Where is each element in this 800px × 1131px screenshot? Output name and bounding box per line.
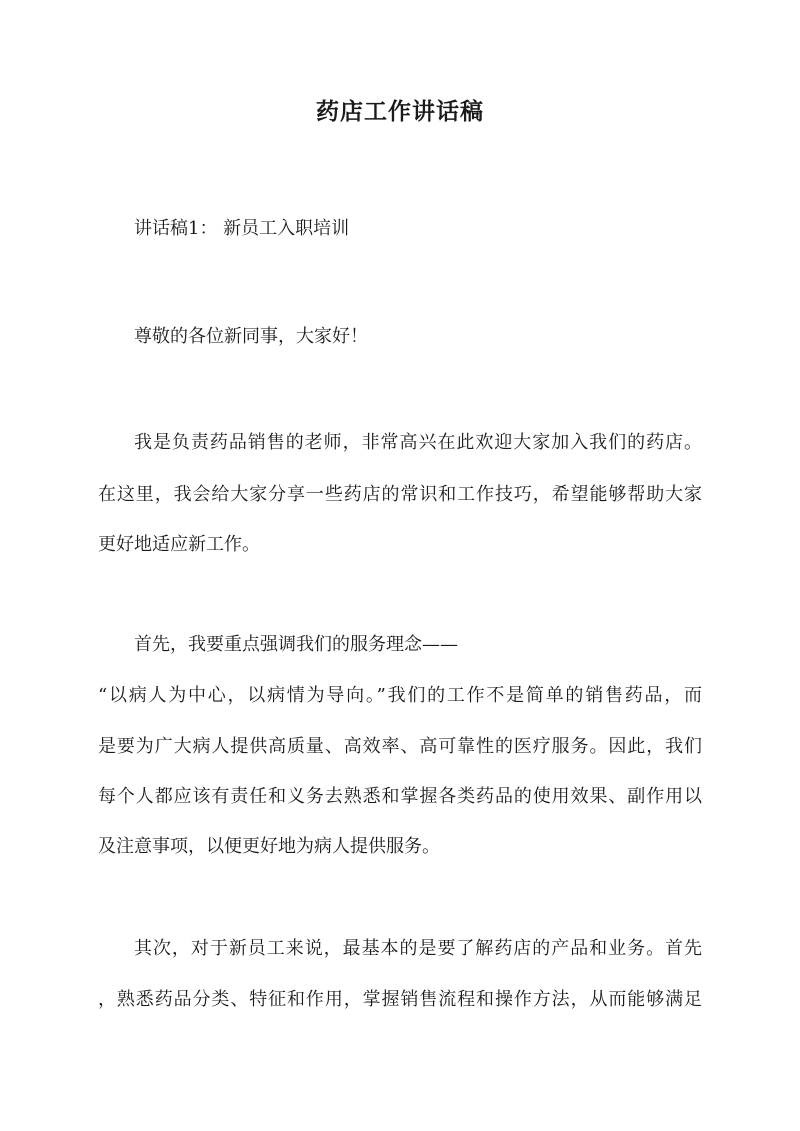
paragraph-line: 每个人都应该有责任和义务去熟悉和掌握各类药品的使用效果、副作用以 [98, 786, 702, 807]
document-title: 药店工作讲话稿 [316, 98, 484, 125]
paragraph-line: 我是负责药品销售的老师，非常高兴在此欢迎大家加入我们的药店。 [134, 432, 702, 453]
paragraph-line: 首先，我要重点强调我们的服务理念—— [134, 634, 458, 655]
paragraph-line: 其次，对于新员工来说，最基本的是要了解药店的产品和业务。首先 [134, 938, 702, 959]
paragraph-line: 更好地适应新工作。 [98, 534, 260, 555]
paragraph-line: 在这里，我会给大家分享一些药店的常识和工作技巧，希望能够帮助大家 [98, 484, 702, 505]
paragraph-line: “以病人为中心，以病情为导向。”我们的工作不是简单的销售药品，而 [98, 685, 702, 706]
paragraph-line: 是要为广大病人提供高质量、高效率、高可靠性的医疗服务。因此，我们 [98, 736, 702, 757]
paragraph-line: ，熟悉药品分类、特征和作用，掌握销售流程和操作方法，从而能够满足 [98, 989, 702, 1010]
greeting-line: 尊敬的各位新同事，大家好！ [134, 326, 368, 347]
subtitle-line: 讲话稿1： 新员工入职培训 [134, 218, 350, 239]
paragraph-line: 及注意事项，以便更好地为病人提供服务。 [98, 836, 440, 857]
